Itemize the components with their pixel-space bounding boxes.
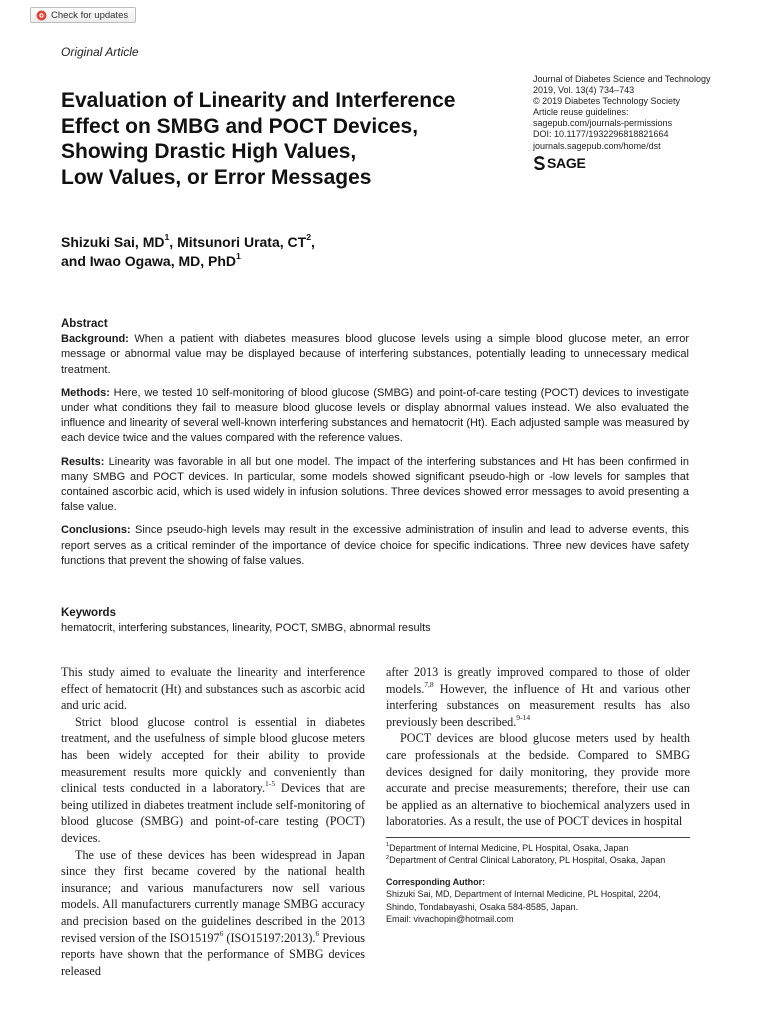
sage-logo — [533, 155, 585, 171]
paragraph-text: The use of these devices has been widespread in Japan since they first became covered by the national health insurance; and various manufacturers now sell various models. All manufacturers currently manage SMBG accuracy and precision based on the guidelines described in the 2013 revised version of the ISO15197 — [61, 847, 365, 945]
citation-ref[interactable]: 1-5 — [265, 779, 276, 789]
title-line: Effect on SMBG and POCT Devices, — [61, 114, 419, 138]
doi-link[interactable]: DOI: 10.1177/1932296818821664 — [533, 129, 669, 140]
affiliation-footnote — [386, 854, 690, 866]
affiliation-text: Department of Internal Medicine, PL Hospital, Osaka, Japan — [389, 843, 629, 853]
keywords-text: hematocrit, interfering substances, linearity, POCT, SMBG, abnormal results — [61, 622, 431, 634]
check-for-updates-icon — [36, 10, 47, 21]
citation-ref[interactable]: 6 — [315, 928, 320, 938]
section-label: Conclusions: — [61, 524, 131, 537]
paragraph-text: Previous reports have shown that the performance of SMBG devices released — [61, 930, 365, 978]
abstract-methods — [61, 386, 689, 447]
paragraph-text: However, the influence of Ht and various other interfering substances on measurement results has also previously been described. — [386, 681, 690, 729]
check-for-updates-button[interactable] — [30, 7, 136, 23]
abstract-background — [61, 332, 689, 378]
title-line: Evaluation of Linearity and Interference — [61, 89, 456, 112]
section-text: Here, we tested 10 self-monitoring of blood glucose (SMBG) and point-of-care testing (POCT) devices to investigate under what conditions they fail to measure blood glucose levels or display abnormal values instead. We also evaluated the influence and linearity of several well-known interfering substances and hematocrit (Ht). Each adjusted sample was measured by each device twice and the values compared with the reference values. — [61, 386, 689, 445]
affiliation-marker: 1 — [236, 251, 241, 262]
body-paragraph — [61, 847, 365, 980]
author-name: and Iwao Ogawa, MD, PhD — [61, 253, 237, 269]
affiliation-footnote — [386, 842, 690, 854]
corresponding-author-address: Shindo, Tondabayashi, Osaka 584-8585, Japan. — [386, 901, 578, 912]
journal-volume: 2019, Vol. 13(4) 734–743 — [533, 85, 635, 96]
copyright: © 2019 Diabetes Technology Society — [533, 96, 681, 107]
sage-logo-icon — [533, 156, 546, 170]
section-label: Results: — [61, 455, 105, 468]
body-paragraph — [386, 664, 690, 730]
section-label: Methods: — [61, 386, 110, 399]
author-name: Mitsunori Urata, CT — [177, 234, 307, 250]
citation-ref[interactable]: 6 — [219, 928, 224, 938]
body-column-right — [386, 664, 690, 830]
section-text: When a patient with diabetes measures blood glucose levels using a simple blood glucose meter, an error message or abnormal value may be displayed because of interfering substances, potentially leading to unnecessary medical treatment. — [61, 333, 689, 376]
keywords — [61, 606, 689, 636]
title-line: Showing Drastic High Values, — [61, 140, 357, 163]
check-for-updates-label: Check for updates — [51, 9, 129, 21]
reuse-guidelines-label: Article reuse guidelines: — [533, 107, 629, 118]
author-name: Shizuki Sai, MD — [61, 234, 165, 250]
paragraph-text: Strict blood glucose control is essential in diabetes treatment, and the usefulness of simple blood glucose meters has been widely accepted for their ability to provide measurement results more quickly and conveniently than clinical tests conducted in a laboratory. — [61, 714, 365, 796]
citation-ref[interactable]: 7,8 — [424, 679, 434, 689]
affiliation-marker: 1 — [164, 232, 170, 243]
paragraph-text: after 2013 is greatly improved compared to those of older models. — [386, 665, 690, 696]
body-column-left — [61, 664, 365, 979]
affiliation-marker: 2 — [386, 854, 390, 861]
paragraph-text: (ISO15197:2013). — [223, 930, 316, 945]
abstract-conclusions — [61, 523, 689, 569]
journal-info — [533, 74, 733, 152]
affiliation-marker: 1 — [386, 842, 390, 849]
corresponding-author-heading: Corresponding Author: — [386, 876, 486, 887]
article-title — [61, 88, 501, 190]
body-paragraph: This study aimed to evaluate the linearity and interference effect of hematocrit (Ht) and substances such as ascorbic acid and uric acid. — [61, 665, 365, 713]
journal-name: Journal of Diabetes Science and Technology — [533, 74, 711, 84]
body-paragraph — [61, 714, 365, 847]
permissions-link[interactable]: sagepub.com/journals-permissions — [533, 118, 673, 129]
article-type: Original Article — [61, 45, 139, 59]
affiliation-text: Department of Central Clinical Laboratory, PL Hospital, Osaka, Japan — [389, 855, 666, 866]
citation-ref[interactable]: 9-14 — [516, 712, 531, 722]
publisher-name: SAGE — [547, 155, 586, 171]
title-line: Low Values, or Error Messages — [61, 165, 372, 189]
section-text: Since pseudo-high levels may result in the excessive administration of insulin and lead to adverse events, this report serves as a critical reminder of the importance of device choice for specific indications. Three new devices have safety functions that prevent the showing of false values. — [61, 524, 689, 567]
paragraph-text: Devices that are being utilized in diabetes treatment include self-monitoring of blood glucose (SMBG) and point-of-care testing (POCT) devices. — [61, 781, 366, 845]
keywords-heading: Keywords — [61, 607, 116, 619]
affiliation-marker: 2 — [306, 232, 312, 243]
author-list: Shizuki Sai, $MD^1$, Mitsunori Urata, $CT^2$, and Iwao Ogawa, MD, PhD$^1$ — [61, 232, 315, 269]
abstract-results — [61, 455, 689, 516]
section-text: Linearity was favorable in all but one model. The impact of the interfering substances and Ht has been confirmed in many SMBG and POCT devices. In particular, some models showed significant pseudo-high or -low levels for samples that contained ascorbic acid, which is used widely in infusion solutions. Three devices showed error messages to avoid presenting a false value. — [61, 455, 689, 514]
section-label: Background: — [61, 333, 129, 346]
abstract-heading: Abstract — [61, 318, 108, 330]
footnotes — [386, 837, 690, 925]
journal-home-link[interactable]: journals.sagepub.com/home/dst — [533, 140, 661, 151]
corresponding-author-email[interactable]: Email: vivachopin@hotmail.com — [386, 914, 514, 925]
corresponding-author-address: Shizuki Sai, MD, Department of Internal Medicine, PL Hospital, 2204, — [386, 889, 661, 900]
body-paragraph: POCT devices are blood glucose meters used by health care professionals at the bedside. Compared to SMBG devices designed for daily monitoring, they provide more accurate and precise measurements; therefore, their use can be applied as an alternative to biochemical analyzers used in laboratories. As a result, the use of POCT devices in hospital — [386, 731, 690, 829]
abstract — [61, 317, 689, 577]
